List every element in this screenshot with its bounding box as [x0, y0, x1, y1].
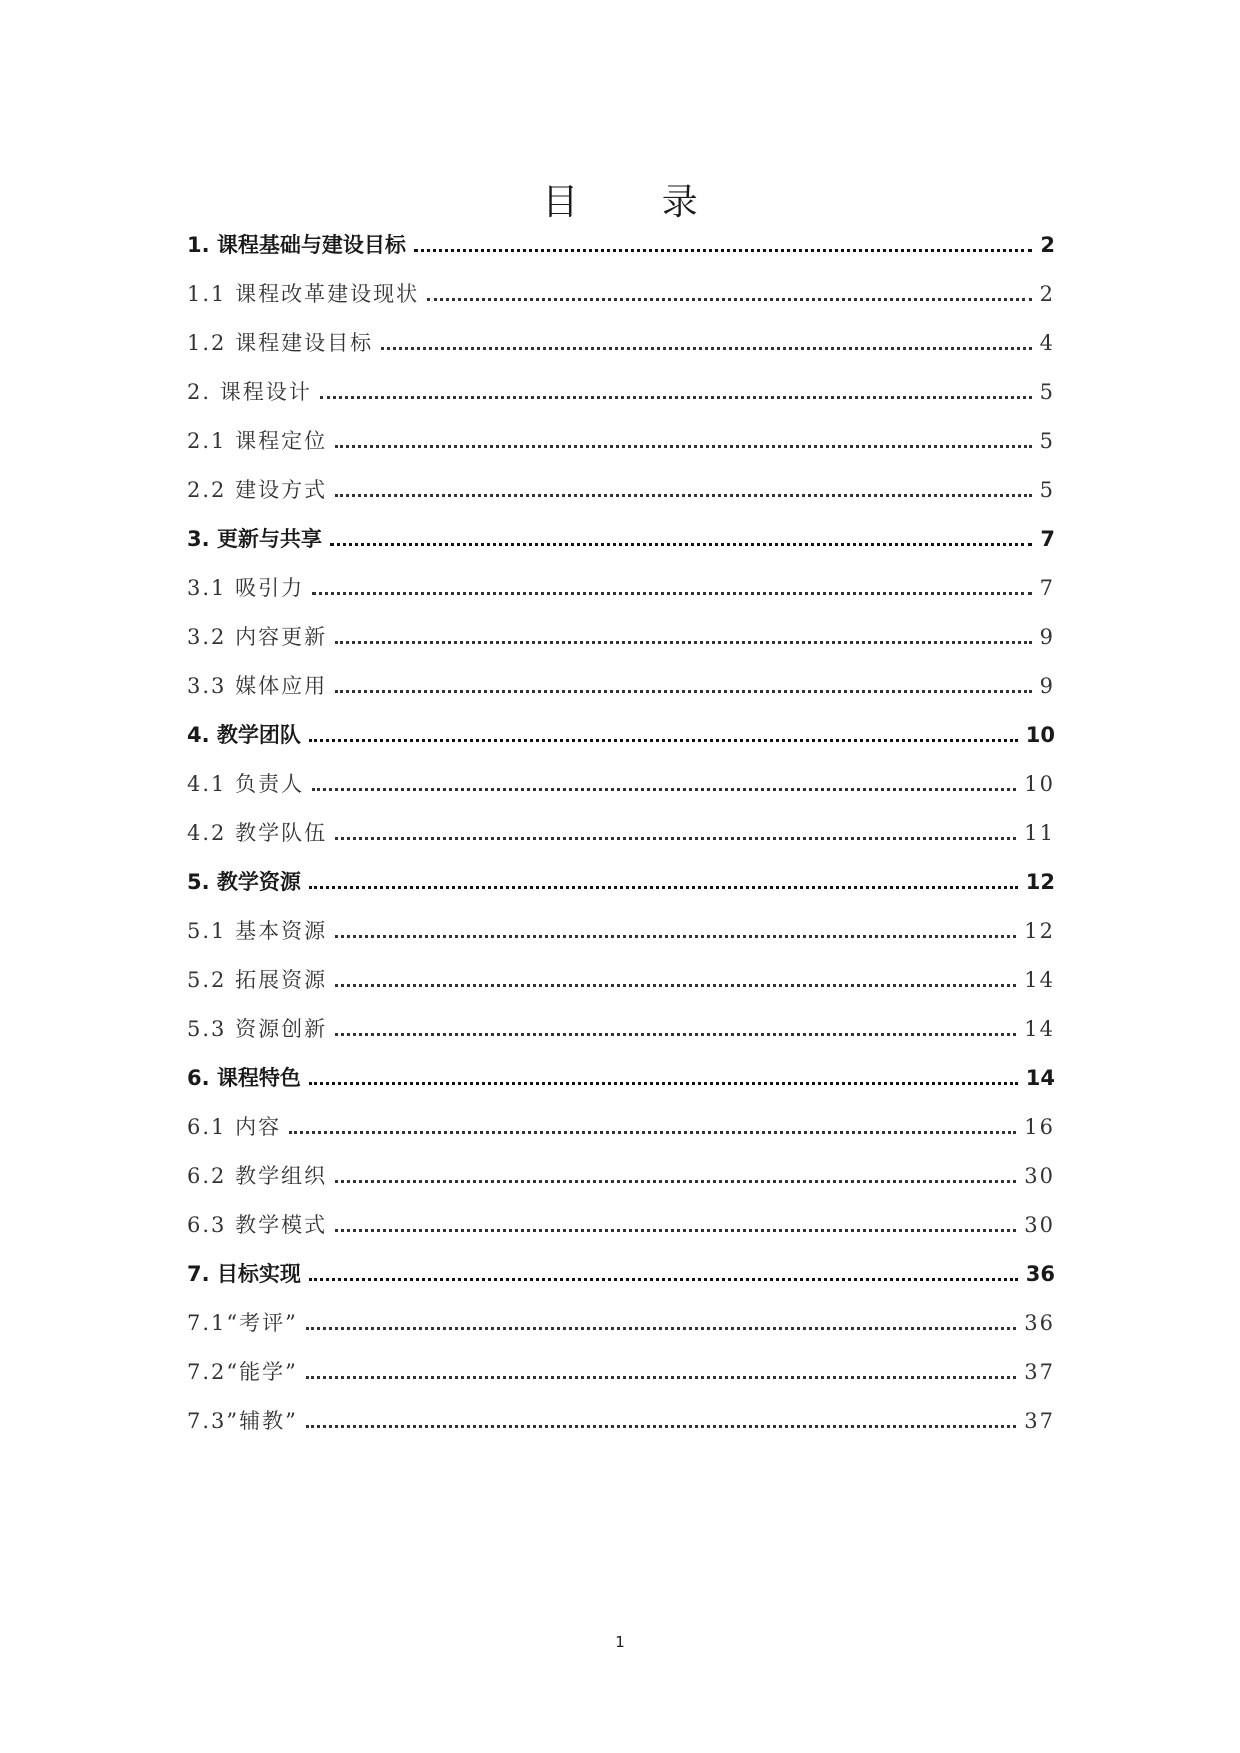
- toc-dot-leader: [312, 591, 1032, 595]
- toc-entry[interactable]: [187, 1098, 1055, 1147]
- toc-dot-leader: [309, 738, 1018, 742]
- toc-entry[interactable]: [187, 1392, 1055, 1441]
- toc-entry-title: 2.2 建设方式: [187, 478, 328, 502]
- toc-dot-leader: [335, 493, 1032, 497]
- toc-dot-leader: [335, 1179, 1016, 1183]
- toc-entry-title: 6.3 教学模式: [187, 1213, 328, 1237]
- toc-entry-page: 14: [1025, 1066, 1055, 1090]
- toc-entry-page: 10: [1025, 723, 1055, 747]
- toc-entry[interactable]: [187, 216, 1055, 265]
- toc-entry-page: 37: [1024, 1409, 1055, 1433]
- toc-entry-title: 4.1 负责人: [187, 772, 305, 796]
- toc-entry[interactable]: [187, 902, 1055, 951]
- toc-entry-title: 3. 更新与共享: [187, 527, 322, 551]
- toc-entry-page: 30: [1024, 1164, 1055, 1188]
- toc-entry-page: 16: [1024, 1115, 1055, 1139]
- toc-entry-page: 36: [1024, 1311, 1055, 1335]
- toc-entry[interactable]: [187, 608, 1055, 657]
- toc-entry[interactable]: [187, 412, 1055, 461]
- toc-dot-leader: [335, 983, 1016, 987]
- toc-entry-title: 5. 教学资源: [187, 870, 301, 894]
- toc-dot-leader: [309, 1277, 1018, 1281]
- toc-entry-title: 7.3”辅教”: [187, 1409, 298, 1433]
- toc-entry-page: 37: [1024, 1360, 1055, 1384]
- toc-dot-leader: [335, 444, 1032, 448]
- toc-entry-title: 6.1 内容: [187, 1115, 282, 1139]
- toc-dot-leader: [427, 297, 1032, 301]
- toc-dot-leader: [289, 1130, 1016, 1134]
- toc-entry-title: 7.1“考评”: [187, 1311, 298, 1335]
- toc-entry-page: 14: [1024, 968, 1055, 992]
- toc-entry-title: 6. 课程特色: [187, 1066, 301, 1090]
- toc-entry[interactable]: [187, 755, 1055, 804]
- toc-entry[interactable]: [187, 559, 1055, 608]
- toc-entry-title: 1. 课程基础与建设目标: [187, 233, 406, 257]
- toc-entry-page: 12: [1024, 919, 1055, 943]
- toc-entry-title: 5.2 拓展资源: [187, 968, 328, 992]
- toc-entry[interactable]: [187, 951, 1055, 1000]
- toc-dot-leader: [335, 689, 1032, 693]
- toc-dot-leader: [309, 1081, 1018, 1085]
- toc-dot-leader: [335, 1032, 1016, 1036]
- toc-entry-page: 2: [1039, 282, 1055, 306]
- toc-entry-page: 14: [1024, 1017, 1055, 1041]
- toc-entry-page: 11: [1024, 821, 1055, 845]
- toc-entry-title: 1.2 课程建设目标: [187, 331, 374, 355]
- page-title: 目 录: [542, 182, 734, 224]
- toc-entry-title: 3.1 吸引力: [187, 576, 305, 600]
- toc-entry-title: 4. 教学团队: [187, 723, 301, 747]
- toc-entry-page: 9: [1039, 625, 1055, 649]
- toc-dot-leader: [306, 1326, 1016, 1330]
- toc-entry-page: 12: [1025, 870, 1055, 894]
- toc-entry-page: 4: [1039, 331, 1055, 355]
- toc-dot-leader: [330, 542, 1032, 546]
- toc-entry[interactable]: [187, 461, 1055, 510]
- toc-entry-title: 7.2“能学”: [187, 1360, 298, 1384]
- toc-entry-page: 9: [1039, 674, 1055, 698]
- toc-entry-page: 2: [1040, 233, 1055, 257]
- toc-entry-page: 36: [1025, 1262, 1055, 1286]
- toc-entry-page: 10: [1024, 772, 1055, 796]
- toc-entry[interactable]: [187, 804, 1055, 853]
- toc-entry-page: 30: [1024, 1213, 1055, 1237]
- toc-dot-leader: [414, 248, 1032, 252]
- toc-dot-leader: [306, 1375, 1016, 1379]
- toc-entry[interactable]: [187, 657, 1055, 706]
- toc-entry-page: 7: [1039, 576, 1055, 600]
- toc-dot-leader: [306, 1424, 1016, 1428]
- toc-entry-title: 4.2 教学队伍: [187, 821, 328, 845]
- toc-entry-title: 2.1 课程定位: [187, 429, 328, 453]
- toc-dot-leader: [335, 934, 1016, 938]
- toc-entry[interactable]: [187, 1294, 1055, 1343]
- toc-entry-page: 5: [1039, 429, 1055, 453]
- toc-entry-page: 5: [1039, 380, 1055, 404]
- toc-entry-title: 2. 课程设计: [187, 380, 312, 404]
- toc-dot-leader: [309, 885, 1018, 889]
- toc-entry[interactable]: [187, 1049, 1055, 1098]
- toc-dot-leader: [335, 836, 1016, 840]
- page-number: 1: [615, 1633, 625, 1651]
- toc-entry-title: 3.2 内容更新: [187, 625, 328, 649]
- toc-entry[interactable]: [187, 363, 1055, 412]
- toc-entry[interactable]: [187, 265, 1055, 314]
- toc-entry[interactable]: [187, 1147, 1055, 1196]
- toc-dot-leader: [335, 1228, 1016, 1232]
- toc-entry-title: 7. 目标实现: [187, 1262, 301, 1286]
- toc-entry-title: 3.3 媒体应用: [187, 674, 328, 698]
- toc-entry[interactable]: [187, 1196, 1055, 1245]
- toc-dot-leader: [320, 395, 1032, 399]
- toc-entry[interactable]: [187, 853, 1055, 902]
- toc-dot-leader: [335, 640, 1032, 644]
- toc-entry-title: 5.3 资源创新: [187, 1017, 328, 1041]
- toc-dot-leader: [312, 787, 1016, 791]
- toc-entry[interactable]: [187, 1245, 1055, 1294]
- toc-entry[interactable]: [187, 314, 1055, 363]
- toc-entry-page: 5: [1039, 478, 1055, 502]
- table-of-contents: [187, 216, 1055, 1441]
- toc-entry[interactable]: [187, 706, 1055, 755]
- toc-entry[interactable]: [187, 1000, 1055, 1049]
- toc-entry-page: 7: [1040, 527, 1055, 551]
- toc-entry[interactable]: [187, 510, 1055, 559]
- toc-dot-leader: [381, 346, 1032, 350]
- toc-entry-title: 1.1 课程改革建设现状: [187, 282, 420, 306]
- toc-entry-title: 6.2 教学组织: [187, 1164, 328, 1188]
- toc-entry[interactable]: [187, 1343, 1055, 1392]
- toc-entry-title: 5.1 基本资源: [187, 919, 328, 943]
